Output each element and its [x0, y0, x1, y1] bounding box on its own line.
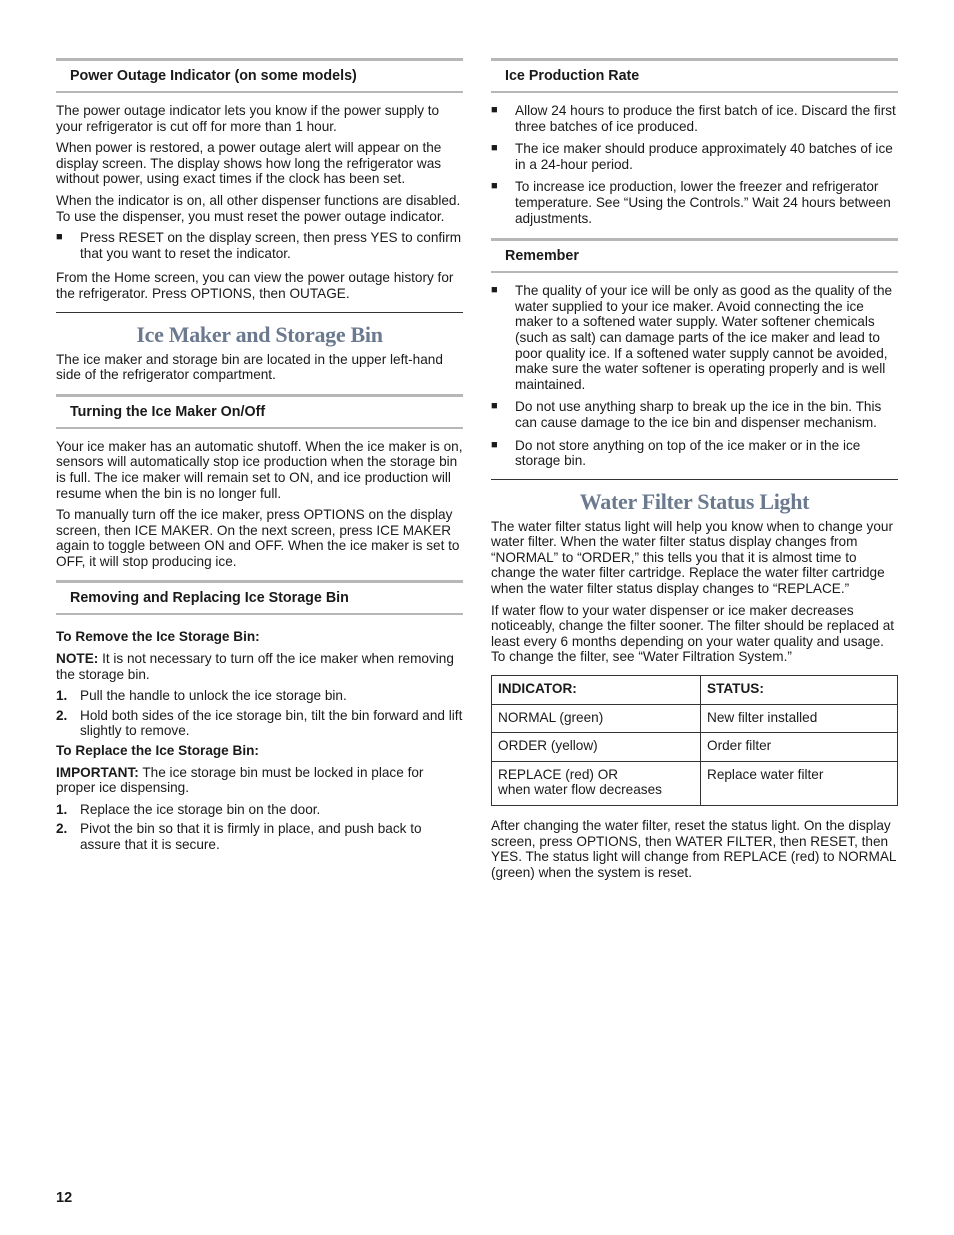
ice-maker-intro: The ice maker and storage bin are located in the upper left-hand side of the refrigerator compartment.	[56, 351, 443, 383]
power-outage-paragraph: When power is restored, a power outage alert will appear on the display screen. The display shows how long the refrigerator was without power, using exact times if the clock has been set.	[56, 140, 442, 187]
bullet-item	[491, 141, 898, 172]
square-bullet-icon: ■	[491, 438, 498, 451]
filter-status-table	[491, 675, 898, 806]
ice-maker-onoff-paragraph: Your ice maker has an automatic shutoff. When the ice maker is on, sensors will automatically stop ice production when the storage bin is full. The ice maker will remain set to ON, and ice production will resume when the bin is no longer full.	[56, 438, 463, 501]
power-outage-heading: Power Outage Indicator (on some models)	[56, 58, 463, 93]
bullet-text: The ice maker should produce approximately 40 batches of ice in a 24-hour period.	[515, 141, 893, 172]
step-text: Replace the ice storage bin on the door.	[80, 801, 321, 817]
table-header-row	[492, 676, 898, 705]
power-outage-paragraph: From the Home screen, you can view the power outage history for the refrigerator. Press OPTIONS, then OUTAGE.	[56, 270, 454, 301]
section-divider	[491, 479, 898, 480]
remove-bin-note	[56, 651, 463, 682]
water-filter-section-title: Water Filter Status Light	[579, 488, 810, 514]
square-bullet-icon: ■	[491, 180, 498, 193]
water-filter-paragraph: After changing the water filter, reset the status light. On the display screen, press OPTIONS, then WATER FILTER, then RESET, then YES. The status light will change from REPLACE (red) to NORMAL (green) when the system is reset.	[491, 818, 896, 880]
step-text: Pivot the bin so that it is firmly in place, and push back to assure that it is secure.	[80, 821, 422, 852]
numbered-step	[56, 821, 463, 852]
table-row	[492, 704, 898, 733]
storage-bin-heading: Removing and Replacing Ice Storage Bin	[56, 580, 463, 615]
bullet-text: Allow 24 hours to produce the first batch of ice. Discard the first three batches of ice produced.	[515, 103, 896, 134]
step-number: 1.	[56, 688, 68, 704]
table-cell: REPLACE (red) OR when water flow decreases	[492, 761, 701, 805]
power-outage-paragraph: When the indicator is on, all other dispenser functions are disabled. To use the dispenser, you must reset the power outage indicator.	[56, 192, 461, 224]
table-row	[492, 761, 898, 805]
table-cell: New filter installed	[701, 704, 898, 733]
page-number: 12	[56, 1190, 73, 1206]
bullet-text: To increase ice production, lower the freezer and refrigerator temperature. See “Using the Controls.” Wait 24 hours between adjustments.	[515, 179, 891, 226]
square-bullet-icon: ■	[491, 104, 498, 116]
important-text: The ice storage bin must be locked in place for proper ice dispensing.	[56, 764, 424, 796]
section-divider	[56, 312, 463, 313]
table-cell: ORDER (yellow)	[492, 733, 701, 762]
bullet-item	[491, 103, 898, 134]
table-cell: Order filter	[701, 733, 898, 762]
water-filter-paragraph: If water flow to your water dispenser or ice maker decreases noticeably, change the filter sooner. The filter should be replaced at least every 6 months depending on your water quality and usage. To change the filter, see “Water Filtration System.”	[491, 602, 895, 665]
bullet-item	[491, 399, 898, 430]
bullet-item	[491, 283, 898, 392]
table-cell: NORMAL (green)	[492, 704, 701, 733]
remove-bin-title: To Remove the Ice Storage Bin:	[56, 629, 260, 645]
step-number: 1.	[56, 801, 68, 817]
bullet-item	[491, 179, 898, 226]
ice-maker-onoff-heading: Turning the Ice Maker On/Off	[56, 394, 463, 429]
square-bullet-icon: ■	[56, 231, 63, 244]
table-cell: Replace water filter	[701, 761, 898, 805]
water-filter-paragraph: The water filter status light will help you know when to change your water filter. When the water filter status display changes from “NORMAL” to “ORDER,” this tells you that it is almost time to change the water filter cartridge. Replace the water filter cartridge when the water filter status display changes to “REPLACE.”	[491, 518, 893, 597]
table-header-cell: INDICATOR:	[492, 676, 701, 705]
square-bullet-icon: ■	[491, 142, 498, 155]
note-text: It is not necessary to turn off the ice maker when removing the storage bin.	[56, 651, 454, 682]
bullet-text: The quality of your ice will be only as good as the quality of the water supplied to your ice maker. Avoid connecting the ice maker to a softened water supply. Water softener chemicals (such as salt) can damage parts of the ice maker and lead to poor quality ice. If a softened water supply cannot be avoided, make sure the water softener is operating properly and is well maintained.	[515, 283, 893, 392]
ice-maker-onoff-paragraph: To manually turn off the ice maker, press OPTIONS on the display screen, then ICE MAKER. On the next screen, press ICE MAKER again to toggle between ON and OFF. When the ice maker is set to OFF, it will stop producing ice.	[56, 507, 460, 569]
right-column	[491, 58, 898, 886]
left-column	[56, 58, 463, 857]
bullet-text: Press RESET on the display screen, then press YES to confirm that you want to reset the indicator.	[80, 230, 462, 261]
table-row	[492, 733, 898, 762]
table-header-cell: STATUS:	[701, 676, 898, 705]
step-number: 2.	[56, 821, 68, 837]
step-text: Pull the handle to unlock the ice storage bin.	[80, 688, 347, 704]
bullet-text: Do not store anything on top of the ice maker or in the ice storage bin.	[515, 437, 861, 469]
remember-heading: Remember	[491, 238, 898, 273]
square-bullet-icon: ■	[491, 400, 498, 413]
note-label: NOTE:	[56, 651, 99, 667]
bullet-item	[491, 438, 898, 469]
important-label: IMPORTANT:	[56, 764, 139, 780]
replace-bin-important	[56, 765, 463, 796]
bullet-text: Do not use anything sharp to break up the ice in the bin. This can cause damage to the ice bin and dispenser mechanism.	[515, 399, 882, 430]
step-number: 2.	[56, 707, 68, 723]
replace-bin-title: To Replace the Ice Storage Bin:	[56, 743, 259, 759]
step-text: Hold both sides of the ice storage bin, tilt the bin forward and lift slightly to remove.	[80, 707, 463, 739]
square-bullet-icon: ■	[491, 284, 498, 297]
numbered-step	[56, 708, 463, 739]
numbered-step	[56, 802, 463, 818]
bullet-item	[56, 230, 463, 261]
ice-maker-section-title: Ice Maker and Storage Bin	[136, 321, 383, 347]
numbered-step	[56, 688, 463, 704]
ice-production-rate-heading: Ice Production Rate	[491, 58, 898, 93]
power-outage-paragraph: The power outage indicator lets you know if the power supply to your refrigerator is cut off for more than 1 hour.	[56, 103, 440, 134]
